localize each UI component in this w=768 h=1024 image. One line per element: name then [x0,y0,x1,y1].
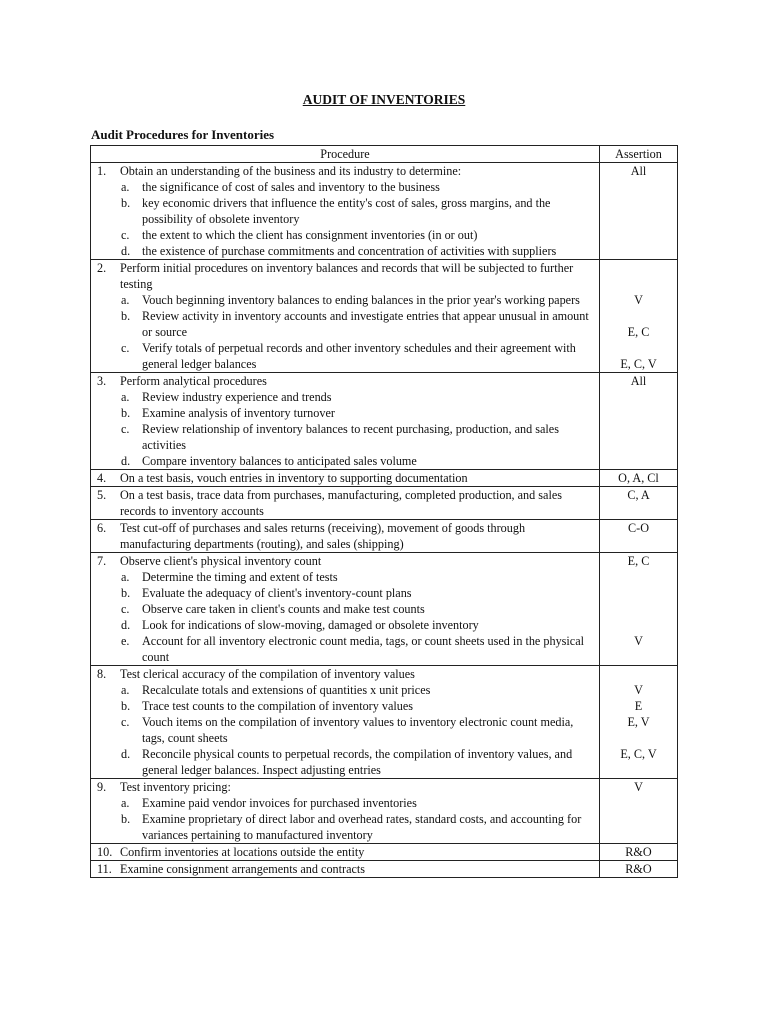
sub-procedure [120,601,599,617]
sub-procedure-text: Examine analysis of inventory turnover [142,406,335,420]
procedure-number: 6. [97,521,107,535]
assertion-value [600,617,677,633]
procedure-line [91,779,599,795]
procedure-number: 1. [97,164,107,178]
sub-procedure-text: Trace test counts to the compilation of inventory values [142,699,414,713]
sub-procedure-text: Determine the timing and extent of tests [142,570,338,584]
sub-procedure-text: Reconcile physical counts to perpetual records, the compilation of inventory values, and general ledger balances. Inspect adjusting entries [142,747,573,777]
sub-procedure [120,195,599,227]
sub-procedure [120,389,599,405]
table-header-row [91,146,678,163]
sub-procedure-letter: d. [121,244,131,258]
sub-procedure-letter: d. [121,747,131,761]
assertion-value: E [634,699,643,713]
procedure-text: On a test basis, vouch entries in inventory to supporting documentation [120,471,468,485]
sub-procedure-text: Vouch beginning inventory balances to ending balances in the prior year's working papers [142,293,580,307]
procedure-cell [91,553,600,666]
procedure-number: 2. [97,261,107,275]
assertion-cell [600,666,678,779]
sub-procedure [120,795,599,811]
sub-procedure-letter: c. [121,715,130,729]
sub-procedure-text: Observe care taken in client's counts and make test counts [142,602,425,616]
procedure-text: Test clerical accuracy of the compilation of inventory values [120,667,415,681]
procedure-cell [91,779,600,844]
procedure-number: 8. [97,667,107,681]
section-title: Audit Procedures for Inventories [91,127,275,142]
sub-procedure-letter: a. [121,570,130,584]
table-row [91,844,678,861]
sub-procedure-letter: b. [121,586,131,600]
procedure-text: On a test basis, trace data from purchases, manufacturing, completed production, and sales records to inventory accounts [120,488,562,518]
assertion-value: E, C, V [620,747,657,761]
assertion-cell [600,163,678,260]
sub-procedure-letter: c. [121,422,130,436]
procedure-number: 10. [97,845,113,859]
procedures-table [90,145,678,878]
table-row [91,373,678,470]
assertion-cell [600,520,678,553]
sub-procedure-text: Examine proprietary of direct labor and overhead rates, standard costs, and accounting for variances pertaining to manufactured inventory [142,812,582,842]
procedure-text: Observe client's physical inventory count [120,554,322,568]
assertion-cell [600,260,678,373]
assertion-value [600,666,677,682]
assertion-value [600,260,677,276]
table-row [91,163,678,260]
sub-procedure-text: Review industry experience and trends [142,390,332,404]
sub-procedure [120,179,599,195]
assertion-cell [600,779,678,844]
procedure-cell [91,861,600,878]
sub-procedure-text: the extent to which the client has consignment inventories (in or out) [142,228,478,242]
sub-procedure [120,746,599,778]
assertion-value: R&O [625,862,652,876]
sub-procedure [120,405,599,421]
procedure-line [91,163,599,179]
table-row [91,520,678,553]
table-row [91,779,678,844]
assertion-cell [600,844,678,861]
assertion-value: R&O [625,845,652,859]
sub-procedure-text: Review relationship of inventory balances to recent purchasing, production, and sales activities [142,422,559,452]
procedure-line [91,666,599,682]
procedure-column-header: Procedure [91,146,600,163]
sub-procedure-text: Vouch items on the compilation of inventory values to inventory electronic count media, tags, count sheets [142,715,574,745]
sub-procedure-letter: b. [121,812,131,826]
sub-procedure-letter: e. [121,634,130,648]
procedure-line [91,844,599,860]
procedure-line [91,470,599,486]
procedure-number: 4. [97,471,107,485]
procedure-cell [91,666,600,779]
sub-procedure-letter: b. [121,309,131,323]
assertion-value: V [634,683,643,697]
assertion-value: O, A, Cl [618,471,659,485]
sub-procedure-letter: c. [121,602,130,616]
sub-procedure [120,292,599,308]
sub-procedure-letter: b. [121,699,131,713]
sub-procedure [120,714,599,746]
assertion-column-header: Assertion [600,146,678,163]
sub-procedure-text: Look for indications of slow-moving, damaged or obsolete inventory [142,618,479,632]
sub-procedure [120,340,599,372]
procedure-line [91,520,599,552]
sub-procedure-text: Review activity in inventory accounts and investigate entries that appear unusual in amount or source [142,309,589,339]
table-row [91,260,678,373]
procedure-cell [91,520,600,553]
table-row [91,553,678,666]
table-row [91,666,678,779]
assertion-cell [600,553,678,666]
procedures-table-body [91,163,678,878]
procedure-cell [91,487,600,520]
sub-procedure-letter: c. [121,341,130,355]
sub-procedure-text: Evaluate the adequacy of client's inventory-count plans [142,586,412,600]
assertion-cell [600,487,678,520]
sub-procedure [120,811,599,843]
sub-procedure-letter: c. [121,228,130,242]
assertion-value: C, A [627,488,650,502]
assertion-value: V [634,780,643,794]
procedure-line [91,260,599,292]
sub-procedure-letter: d. [121,454,131,468]
sub-procedure-text: Recalculate totals and extensions of quantities x unit prices [142,683,431,697]
procedure-line [91,553,599,569]
procedure-number: 9. [97,780,107,794]
assertion-value [600,308,677,324]
procedure-text: Examine consignment arrangements and contracts [120,862,366,876]
assertion-cell [600,861,678,878]
sub-procedure-text: Verify totals of perpetual records and other inventory schedules and their agreement with general ledger balances [142,341,576,371]
sub-procedure [120,308,599,340]
procedure-number: 11. [97,862,112,876]
sub-procedure-text: Compare inventory balances to anticipated sales volume [142,454,417,468]
procedure-number: 5. [97,488,107,502]
page-title: AUDIT OF INVENTORIES [302,92,466,107]
sub-procedure [120,569,599,585]
procedure-text: Confirm inventories at locations outside the entity [120,845,365,859]
assertion-value [600,730,677,746]
sub-procedure-text: the significance of cost of sales and inventory to the business [142,180,440,194]
sub-procedure-text: Examine paid vendor invoices for purchased inventories [142,796,417,810]
procedure-cell [91,373,600,470]
sub-procedure [120,698,599,714]
procedure-cell [91,470,600,487]
procedure-text: Test inventory pricing: [120,780,231,794]
assertion-value: E, C [627,325,650,339]
sub-procedure [120,617,599,633]
assertion-value [600,601,677,617]
assertion-value: V [634,293,643,307]
sub-procedure [120,585,599,601]
procedure-number: 7. [97,554,107,568]
sub-procedure [120,453,599,469]
procedure-text: Perform analytical procedures [120,374,267,388]
procedure-line [91,487,599,519]
assertion-value [600,340,677,356]
sub-procedure [120,421,599,453]
assertion-cell [600,470,678,487]
assertion-cell [600,373,678,470]
table-row [91,861,678,878]
assertion-value: All [630,374,647,388]
sub-procedure [120,227,599,243]
procedure-cell [91,163,600,260]
procedure-cell [91,260,600,373]
sub-procedure-text: the existence of purchase commitments and concentration of activities with suppliers [142,244,557,258]
table-row [91,487,678,520]
assertion-value: E, V [627,715,650,729]
sub-procedure-letter: b. [121,196,131,210]
sub-procedure-letter: d. [121,618,131,632]
assertion-value: C-O [628,521,649,535]
assertion-value: V [634,634,643,648]
sub-procedure-letter: a. [121,683,130,697]
assertion-value: E, C [627,554,650,568]
sub-procedure-letter: b. [121,406,131,420]
procedure-text: Perform initial procedures on inventory balances and records that will be subjected to further testing [120,261,574,291]
assertion-value [600,569,677,585]
sub-procedure-text: key economic drivers that influence the entity's cost of sales, gross margins, and the possibility of obsolete inventory [142,196,551,226]
procedure-line [91,861,599,877]
assertion-value: All [630,164,647,178]
procedure-text: Obtain an understanding of the business and its industry to determine: [120,164,462,178]
sub-procedure [120,633,599,665]
sub-procedure-letter: a. [121,796,130,810]
procedure-text: Test cut-off of purchases and sales returns (receiving), movement of goods through manufacturing departments (routing), and sales (shipping) [120,521,526,551]
sub-procedure-letter: a. [121,293,130,307]
sub-procedure-text: Account for all inventory electronic count media, tags, or count sheets used in the physical count [142,634,585,664]
procedure-line [91,373,599,389]
assertion-value [600,276,677,292]
assertion-value: E, C, V [620,357,657,371]
sub-procedure [120,243,599,259]
sub-procedure-letter: a. [121,180,130,194]
sub-procedure [120,682,599,698]
assertion-value [600,585,677,601]
table-row [91,470,678,487]
procedure-cell [91,844,600,861]
sub-procedure-letter: a. [121,390,130,404]
procedure-number: 3. [97,374,107,388]
